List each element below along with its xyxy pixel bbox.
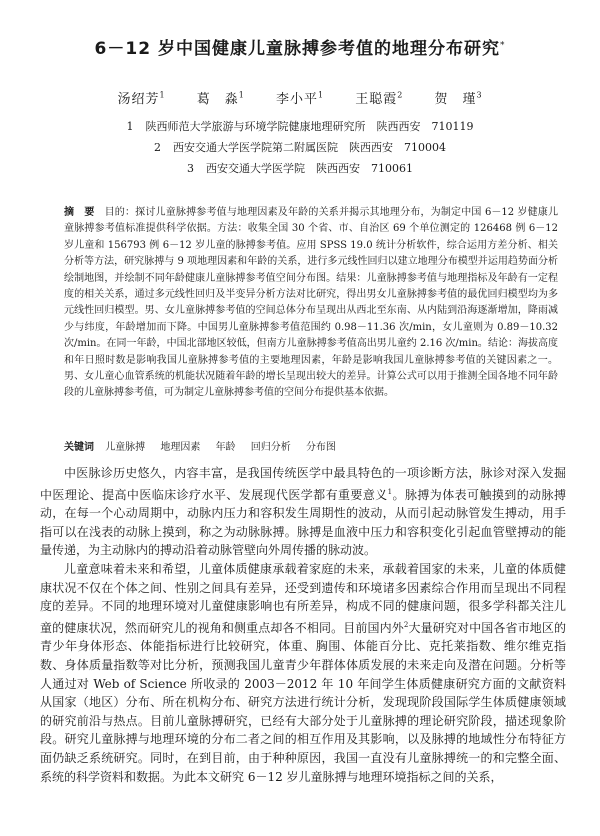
title-footnote-mark: *	[499, 40, 506, 51]
author-affil-mark: 3	[476, 90, 483, 100]
author-list	[0, 88, 600, 107]
citation-mark: 1	[387, 487, 393, 496]
author-name: 王聪霞	[355, 92, 398, 107]
abstract	[64, 205, 558, 402]
affiliation-1	[0, 118, 600, 134]
citation-mark: 2	[403, 620, 409, 629]
author-5	[434, 92, 482, 107]
abstract-label: 摘 要	[64, 207, 95, 218]
author-4	[355, 92, 403, 107]
keywords-label: 关键词	[64, 442, 94, 453]
author-affil-mark: 1	[159, 90, 166, 100]
affiliation-text: 陕西师范大学旅游与环境学院健康地理研究所 陕西西安 710119	[145, 120, 474, 133]
paragraph-text: 中医脉诊历史悠久，内容丰富，是我国传统医学中最具特色的一项诊断方法，脉诊对深入发掘中医理论、提高中医临床诊疗水平、发展现代医学都有重要意义	[40, 466, 566, 502]
keyword: 地理因素	[160, 442, 201, 453]
body-paragraph-2	[40, 560, 566, 786]
affiliation-text: 西安交通大学医学院 陕西西安 710061	[206, 162, 413, 175]
author-affil-mark: 1	[238, 90, 245, 100]
paper-title	[0, 34, 600, 59]
paragraph-text-rest: 。脉搏为体表可触摸到的动脉搏动，在每一个心动周期中，动脉内压力和容积发生周期性的波动，从而引起动脉管发生搏动，用手指可以在浅表的动脉上摸到，称之为动脉脉搏。脉搏是血液中压力和容积变化引起血管壁搏动的能量传递，为主动脉内的搏动沿着动脉管壁向外周传播的脉动波。	[40, 487, 566, 558]
affiliation-2	[0, 139, 600, 155]
keyword: 儿童脉搏	[105, 442, 146, 453]
paragraph-text-rest: 大量研究对中国各省市地区的青少年身体形态、体能指标进行比较研究，体重、胸围、体能百分比、克托莱指数、维尔维克指数、身体质量指数等对比分析，预测我国儿童青少年群体体质发展的未来走向及潜在问题。分析等人通过对 Web of Science 所收录的 2003－2012 年 10 年间学生体质健康研究方面的文献资料从国家（地区）分布、所在机构分布、研究方法进行统计分析，发现现阶段国际学生体质健康领域的研究前沿与热点。目前儿童脉搏研究，已经有大部分处于儿童脉搏的理论研究阶段，描述现象阶段。研究儿童脉搏与地理环境的分布二者之间的相互作用及其影响，以及脉搏的地域性分布特征方面仍缺乏系统研究。同时，在到目前，由于种种原因，我国一直没有儿童脉搏统一的和完整全面、系统的科学资料和数据。为此本文研究 6－12 岁儿童脉搏与地理环境指标之间的关系，	[40, 620, 566, 784]
body-text	[40, 464, 566, 786]
author-name: 李小平	[275, 92, 318, 107]
paragraph-text: 儿童意味着未来和希望，儿童体质健康承载着家庭的未来，承载着国家的未来，儿童的体质健康状况不仅在个体之间、性别之间具有差异，还受到遗传和环境诸多因素综合作用而呈现出不同程度的差异。不同的地理环境对儿童健康影响也有所差异，构成不同的健康问题，很多学科都关注儿童的健康状况，然而研究儿的视角和侧重点却各不相同。目前国内外	[40, 561, 566, 635]
affiliation-3	[0, 160, 600, 176]
affiliation-number: 2	[154, 141, 161, 154]
affiliation-number: 3	[187, 162, 194, 175]
author-1	[117, 92, 165, 107]
body-paragraph-1	[40, 464, 566, 560]
author-3	[276, 92, 324, 107]
author-name: 汤绍芳	[117, 92, 160, 107]
author-affil-mark: 1	[317, 90, 325, 100]
keywords	[64, 440, 558, 456]
title-text: 6－12 岁中国健康儿童脉搏参考值的地理分布研究	[94, 39, 500, 59]
keyword: 年龄	[215, 442, 236, 453]
keyword: 回归分析	[250, 442, 291, 453]
author-name: 贺 瑾	[434, 92, 477, 107]
keyword: 分布图	[305, 442, 336, 453]
author-2	[197, 92, 245, 107]
affiliation-number: 1	[126, 120, 134, 133]
affiliation-text: 西安交通大学医学院第二附属医院 陕西西安 710004	[173, 141, 446, 154]
abstract-text: 目的：探讨儿童脉搏参考值与地理因素及年龄的关系并揭示其地理分布，为制定中国 6－12 岁健康儿童脉搏参考值标准提供科学依据。方法：收集全国 30 个省、市、自治区 69 个单位测定的 126468 例 6－12 岁儿童和 156793 例 6－12 岁儿童的脉搏参考值。应用 SPSS 19.0 统计分析软件，综合运用方差分析、相关分析等方法，研究脉搏与 9 项地理因素和年龄的关系，进行多元线性回归以建立地理分布模型并运用趋势面分析绘制地图，并绘制不同年龄健康儿童脉搏参考值空间分布图。结果：儿童脉搏参考值与地理指标及年龄有一定程度的相关关系，通过多元线性回归及半变异分析方法对比研究，得出男女儿童脉搏参考值的最优回归模型均为多元线性回归模型。男、女儿童脉搏参考值的空间总体分布呈现出从西北至东南、从内陆到沿海逐渐增加，降雨减少与纬度，年龄增加而下降。中国男儿童脉搏参考值范围约 0.98－11.36 次/min，女儿童则为 0.89－10.32 次/min。在同一年龄，中国北部地区较低，但南方儿童脉搏参考值高出男儿童约 2.16 次/min。结论：海拔高度和年日照时数是影响我国儿童脉搏参考值的主要地理因素，年龄是影响我国儿童脉搏参考值的关键因素之一。男、女儿童心血管系统的机能状况随着年龄的增长呈现出较大的差异。计算公式可以用于推测全国各地不同年龄段的儿童脉搏参考值，可为制定儿童脉搏参考值的空间分布提供基本依据。	[64, 207, 558, 399]
author-name: 葛 淼	[196, 92, 239, 107]
author-affil-mark: 2	[397, 90, 404, 100]
